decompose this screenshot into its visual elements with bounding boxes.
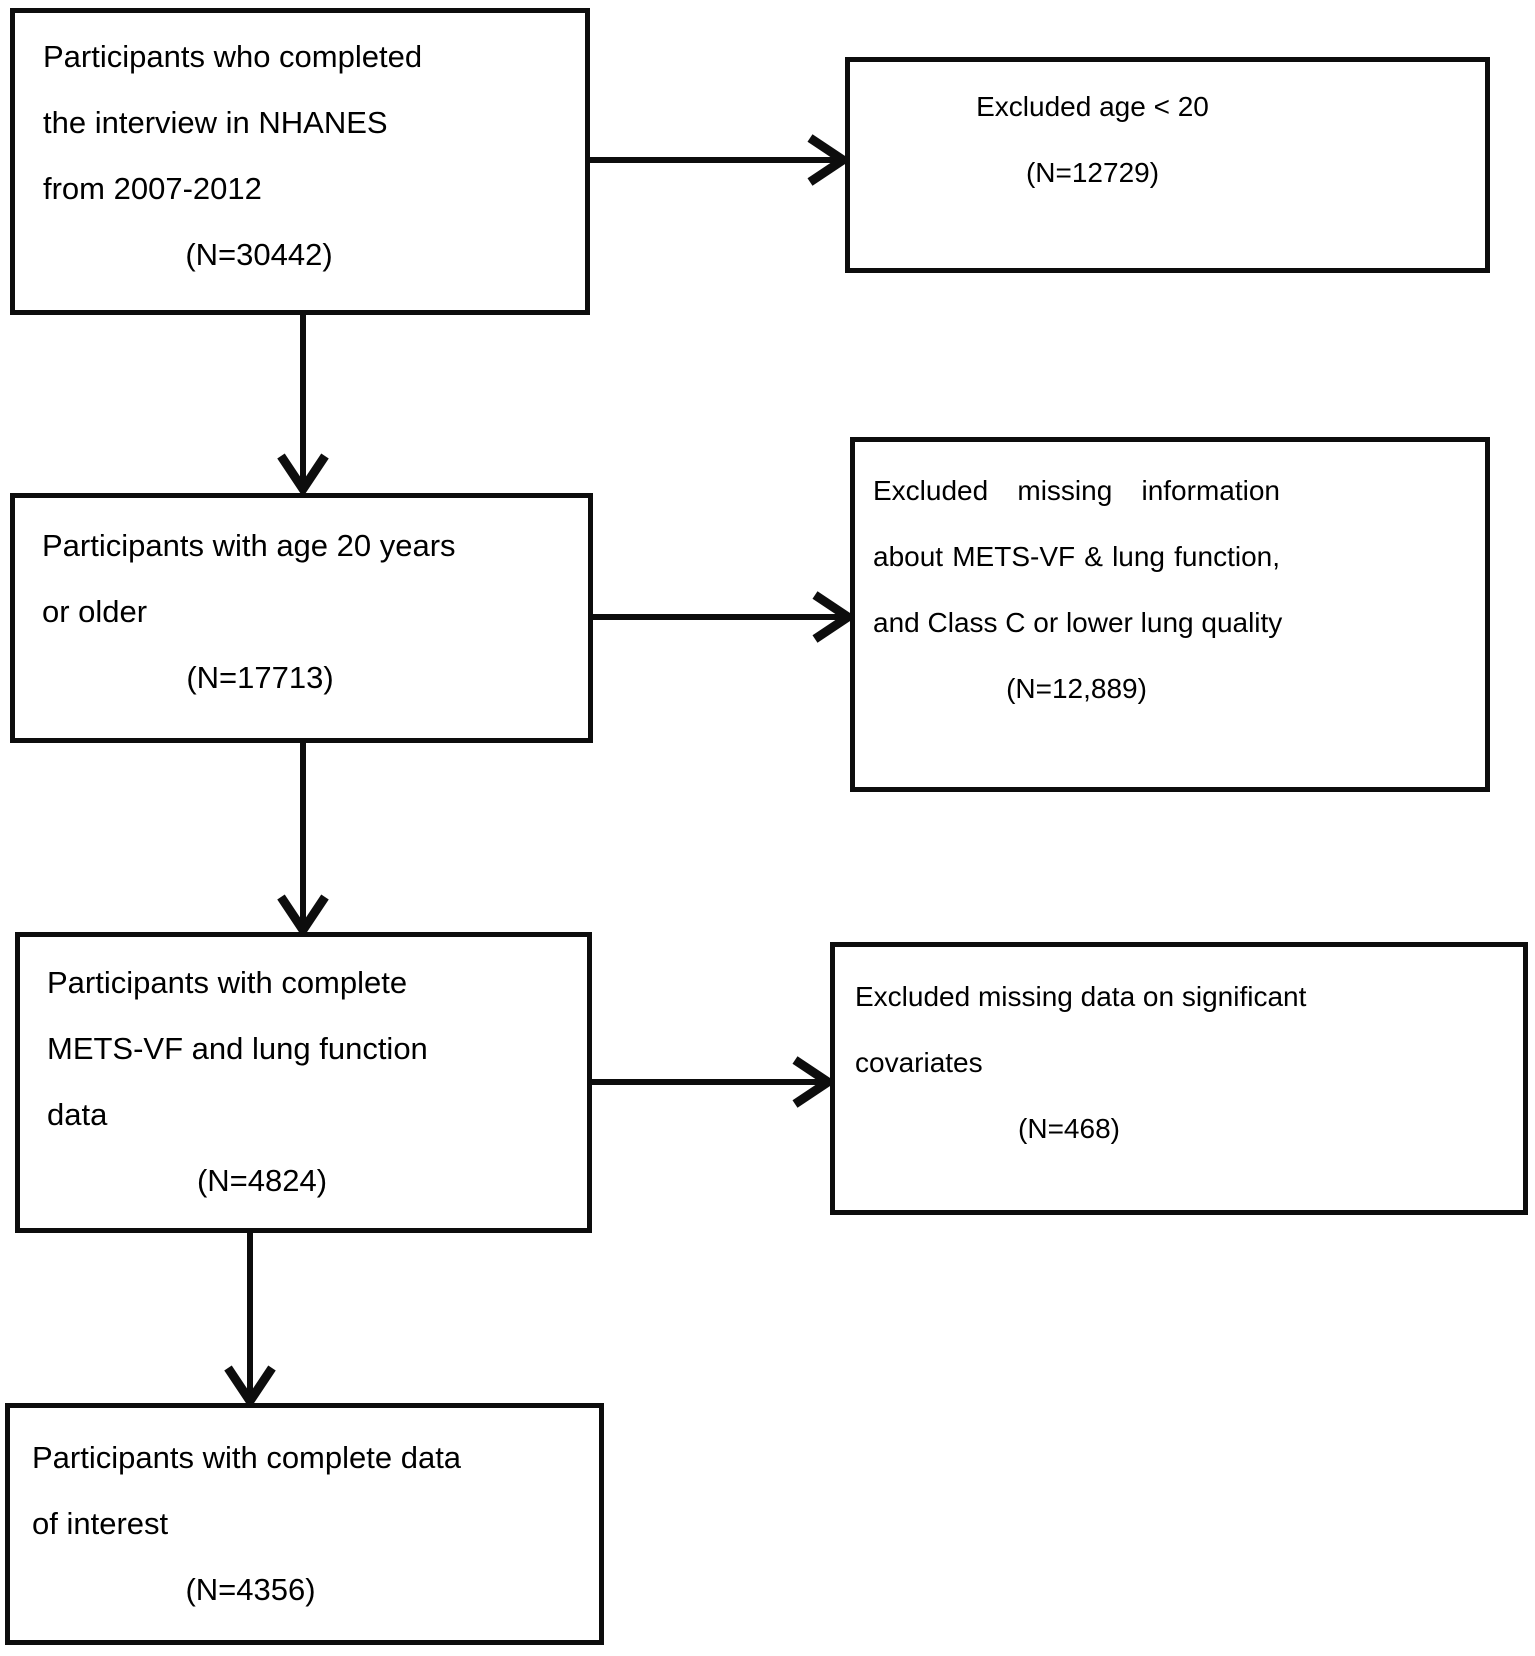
box-text-line: Participants with age 20 years bbox=[42, 528, 456, 563]
box-text-line: Participants who completed bbox=[43, 39, 423, 74]
box-text-line: covariates bbox=[855, 1047, 983, 1078]
flow-box-complete-data-of-interest bbox=[5, 1403, 604, 1645]
box-n-count: (N=468) bbox=[1018, 1113, 1120, 1144]
arrow-down-box1-to-box3 bbox=[281, 315, 325, 489]
box-text-line: the interview in NHANES bbox=[43, 105, 388, 140]
box-n-count: (N=17713) bbox=[186, 660, 334, 695]
flow-box-age-20-or-older bbox=[10, 493, 593, 743]
box-text-line: Participants with complete data bbox=[32, 1440, 462, 1475]
arrow-down-box5-to-box7 bbox=[228, 1233, 272, 1401]
box-text-line: Excluded age < 20 bbox=[976, 91, 1209, 122]
box-text-line: data bbox=[47, 1097, 108, 1132]
arrow-down-box3-to-box5 bbox=[281, 743, 325, 930]
box-text-line: from 2007-2012 bbox=[43, 171, 262, 206]
box-n-count: (N=12,889) bbox=[1006, 673, 1147, 704]
box-text-line: and Class C or lower lung quality bbox=[873, 607, 1283, 638]
flow-box-excluded-missing-mets-vf-lung bbox=[850, 437, 1490, 792]
arrow-right-box1-to-excluded1 bbox=[590, 138, 843, 182]
box-text-line: METS-VF and lung function bbox=[47, 1031, 428, 1066]
flow-box-nhanes-interview-completed bbox=[10, 8, 590, 315]
box-n-count: (N=4824) bbox=[196, 1163, 328, 1198]
box-text-line: Participants with complete bbox=[47, 965, 408, 1000]
box-text-line: about METS-VF & lung function, bbox=[873, 541, 1280, 572]
box-text-line: Excluded missing information bbox=[873, 475, 1280, 506]
box-text-line: of interest bbox=[32, 1506, 169, 1541]
flow-box-complete-mets-vf-lung-data bbox=[15, 932, 592, 1233]
arrow-right-box3-to-excluded2 bbox=[593, 595, 848, 639]
box-text-line: or older bbox=[42, 594, 148, 629]
box-n-count: (N=4356) bbox=[185, 1572, 316, 1607]
flow-box-excluded-missing-covariates bbox=[830, 942, 1528, 1215]
box-n-count: (N=30442) bbox=[185, 237, 333, 272]
arrow-right-box5-to-excluded3 bbox=[592, 1060, 828, 1104]
flow-box-excluded-age-under-20 bbox=[845, 57, 1490, 273]
box-n-count: (N=12729) bbox=[1025, 157, 1160, 188]
box-text-line: Excluded missing data on significant bbox=[855, 981, 1307, 1012]
